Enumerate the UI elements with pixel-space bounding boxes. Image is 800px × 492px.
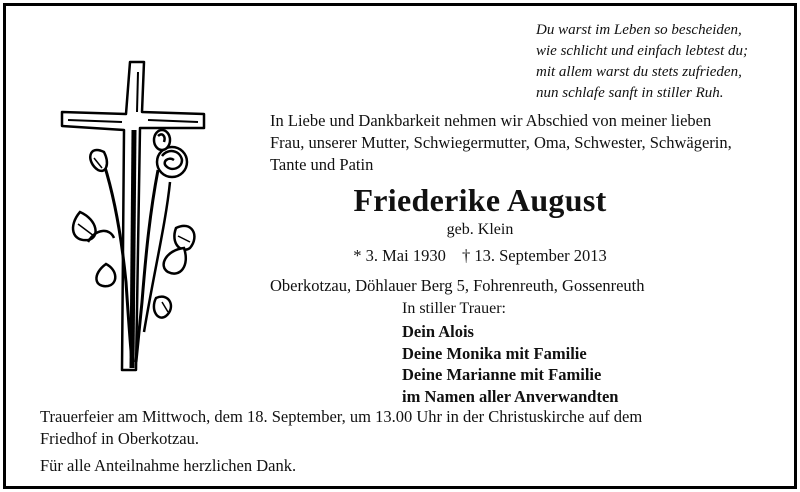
- poem-line: wie schlicht und einfach lebtest du;: [536, 43, 749, 59]
- funeral-service-info: [40, 406, 780, 450]
- birth-date: * 3. Mai 1930: [353, 246, 446, 265]
- mourner: Deine Marianne mit Familie: [402, 365, 602, 384]
- deceased-name: Friederike August: [353, 182, 607, 218]
- mourner: Dein Alois: [402, 322, 474, 341]
- poem-line: nun schlafe sanft in stiller Ruh.: [536, 85, 724, 101]
- mourner: Deine Monika mit Familie: [402, 343, 587, 363]
- poem-line: Du warst im Leben so bescheiden,: [536, 22, 742, 38]
- mourner: im Namen aller Anverwandten: [402, 386, 619, 406]
- cross-with-roses-icon: [58, 52, 208, 372]
- mourners-list: [402, 321, 618, 407]
- intro-line: In Liebe und Dankbarkeit nehmen wir Abschied von meiner lieben: [270, 111, 712, 130]
- places-line: Oberkotzau, Döhlauer Berg 5, Fohrenreuth, Gossenreuth: [270, 276, 645, 295]
- intro-line: Frau, unserer Mutter, Schwiegermutter, Oma, Schwester, Schwägerin,: [270, 133, 732, 152]
- thanks-line: Für alle Anteilnahme herzlichen Dank.: [40, 456, 297, 475]
- death-date: † 13. September 2013: [461, 246, 607, 265]
- obituary-notice: [3, 3, 797, 489]
- grief-label: In stiller Trauer:: [402, 300, 506, 317]
- intro-text: [270, 110, 790, 176]
- memorial-poem: [536, 20, 786, 104]
- intro-line: Tante und Patin: [270, 155, 374, 174]
- service-line: Friedhof in Oberkotzau.: [40, 429, 199, 448]
- service-line: Trauerfeier am Mittwoch, dem 18. September, um 13.00 Uhr in der Christuskirche auf dem: [40, 407, 643, 426]
- poem-line: mit allem warst du stets zufrieden,: [536, 64, 742, 80]
- life-dates: [270, 245, 690, 267]
- maiden-name: geb. Klein: [446, 221, 514, 238]
